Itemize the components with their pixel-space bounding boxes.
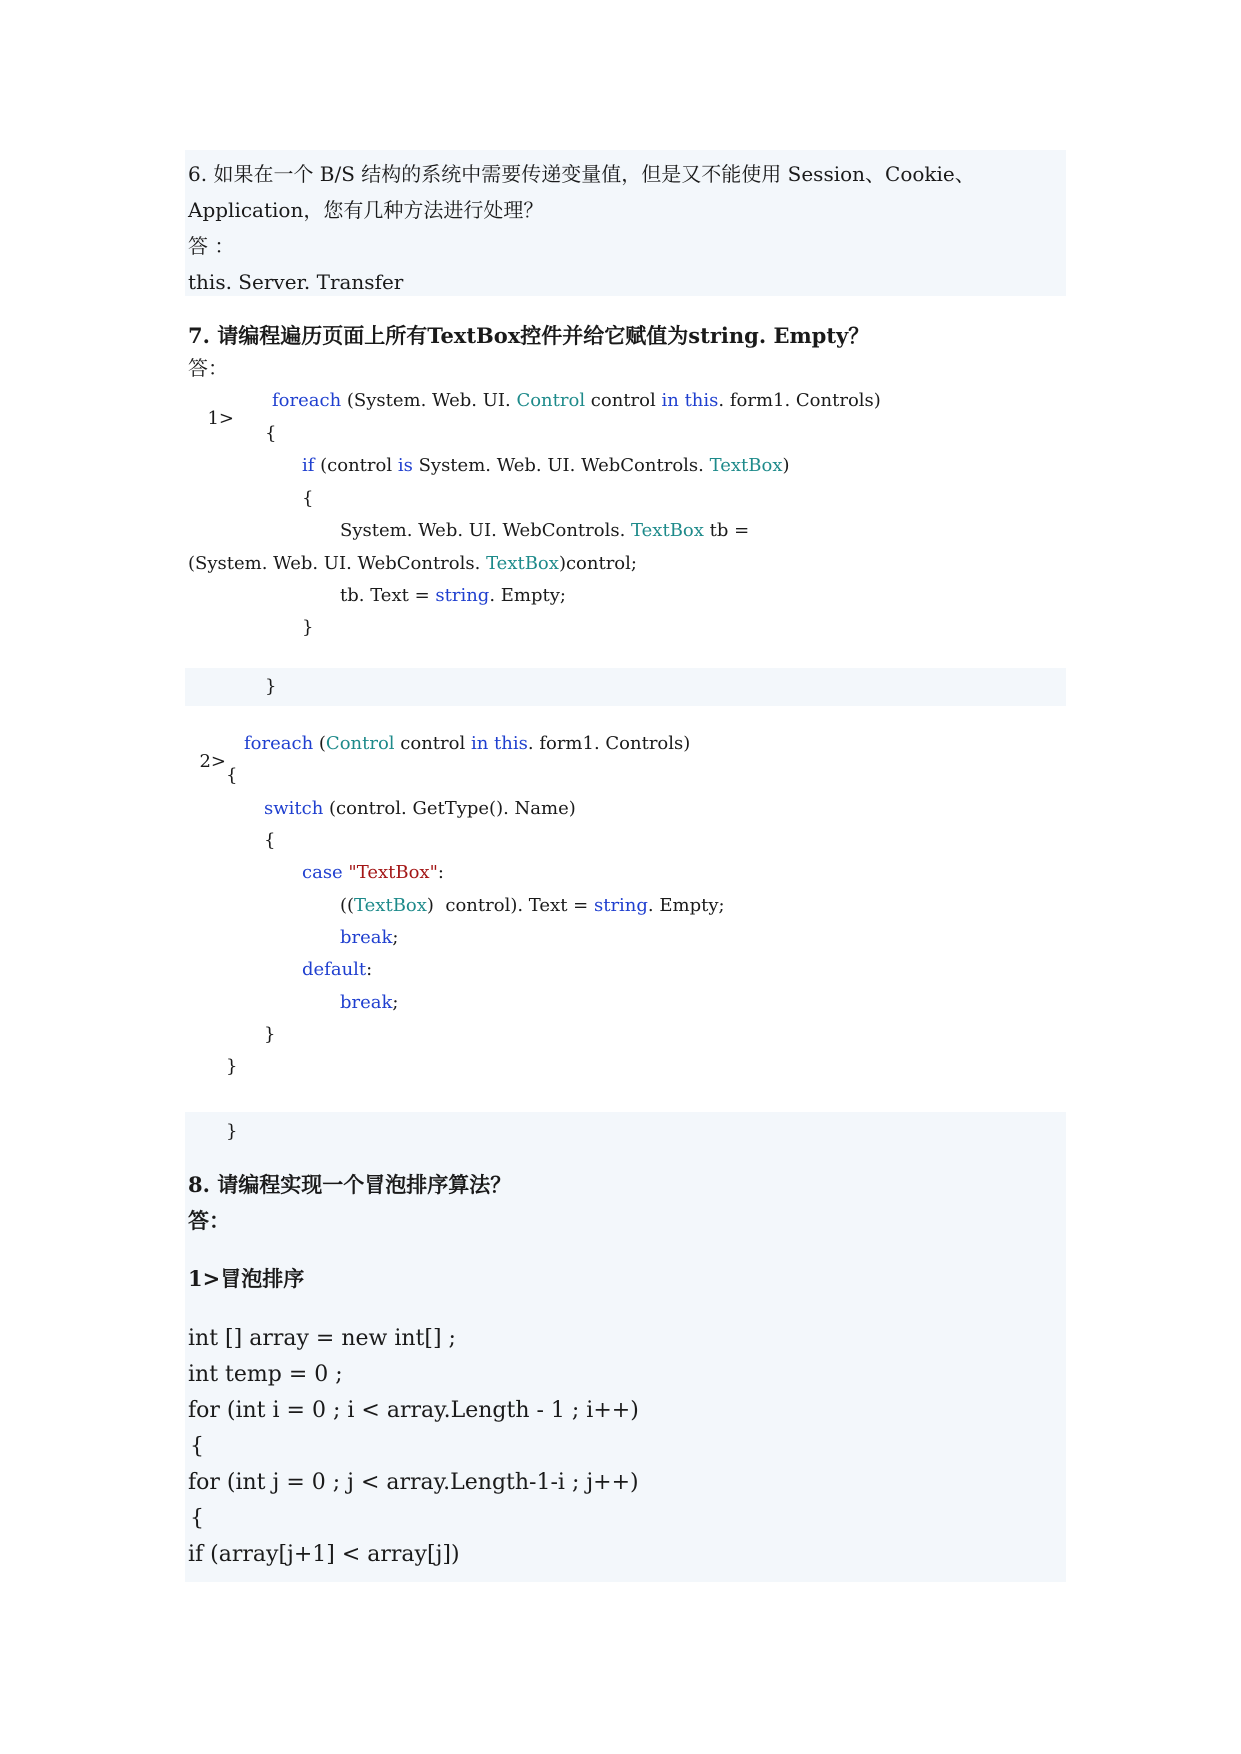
code-line: } [226, 1121, 238, 1142]
code-line [340, 897, 725, 915]
code-line: { [190, 1506, 204, 1531]
code-text: ) control). Text = [426, 895, 594, 916]
keyword: string [593, 895, 648, 916]
code-text: control [394, 733, 471, 754]
type-name: Control [516, 390, 586, 411]
code-text: (System. Web. UI. [341, 390, 517, 411]
keyword: foreach [272, 390, 342, 411]
code-line [302, 457, 790, 475]
q7-answer-label: 答： [188, 356, 228, 380]
code-line [302, 864, 444, 882]
code-text: System. Web. UI. WebControls. [340, 520, 632, 541]
keyword: if [302, 455, 315, 476]
keyword: break [340, 927, 393, 948]
code-text: System. Web. UI. WebControls. [412, 455, 710, 476]
code-line [272, 392, 881, 410]
keyword: foreach [244, 733, 314, 754]
code-line [340, 587, 566, 605]
q8-title: 8. 请编程实现一个冒泡排序算法？ [188, 1172, 512, 1197]
q8-answer-label: 答： [188, 1208, 230, 1233]
q7-title: 7. 请编程遍历页面上所有TextBox控件并给它赋值为string. Empty？ [188, 323, 870, 348]
keyword: default [302, 959, 367, 980]
type-name: TextBox [631, 520, 704, 541]
code-line: } [264, 1024, 276, 1045]
code-text: . Empty; [647, 895, 725, 916]
string-literal: "TextBox" [342, 862, 438, 883]
keyword: this [494, 733, 528, 754]
keyword: this [684, 390, 719, 411]
code-text: )control; [558, 553, 637, 574]
type-name: TextBox [709, 455, 783, 476]
code-text: ; [392, 992, 399, 1013]
code-text: : [366, 959, 373, 980]
code-line: } [265, 676, 277, 697]
code-line: { [302, 488, 314, 509]
keyword: in [470, 733, 489, 754]
code1-closing-background [185, 668, 1066, 706]
q6-question-line-1: 6. 如果在一个 B/S 结构的系统中需要传递变量值，但是又不能使用 Session、Cookie、 [188, 162, 975, 186]
code-line: if (array[j+1] < array[j]) [188, 1542, 460, 1567]
code-line [188, 735, 226, 771]
code-text: : [437, 862, 444, 883]
code-line [340, 522, 749, 540]
code-line [244, 735, 690, 753]
code-text: ; [392, 927, 399, 948]
code-text: ( [313, 733, 326, 754]
code-text: (control [314, 455, 398, 476]
code-line: { [226, 765, 238, 786]
solution-number: 2> [199, 751, 226, 772]
solution-number: 1> [207, 408, 234, 429]
code-text: (control. GetType(). Name) [323, 798, 576, 819]
q8-sub-title: 1>冒泡排序 [188, 1266, 305, 1291]
keyword: in [661, 390, 679, 411]
code-line: for (int i = 0 ; i < array.Length - 1 ; i++) [188, 1398, 639, 1423]
keyword: switch [264, 798, 324, 819]
keyword: string [435, 585, 490, 606]
code-line: for (int j = 0 ; j < array.Length-1-i ; j++) [188, 1470, 639, 1495]
code-text: ) [782, 455, 790, 476]
code-text: tb = [703, 520, 750, 541]
keyword: case [302, 862, 343, 883]
code-line: { [265, 423, 277, 444]
code-line [340, 994, 399, 1012]
code-line [340, 929, 399, 947]
keyword: is [397, 455, 413, 476]
q6-question-line-2: Application，您有几种方法进行处理？ [188, 198, 544, 222]
code-text: . form1. Controls) [527, 733, 691, 754]
code-text: (( [340, 895, 355, 916]
code-text: (System. Web. UI. WebControls. [188, 553, 487, 574]
code-line [188, 555, 637, 573]
code-text: tb. Text = [340, 585, 436, 606]
type-name: TextBox [354, 895, 427, 916]
code-line [264, 800, 576, 818]
code-line: int temp = 0 ; [188, 1362, 343, 1387]
code-line: { [264, 830, 276, 851]
code-line: } [226, 1056, 238, 1077]
code-line: } [302, 617, 314, 638]
type-name: TextBox [486, 553, 559, 574]
code-text: . form1. Controls) [718, 390, 881, 411]
type-name: Control [325, 733, 395, 754]
code-line [196, 392, 234, 428]
code-line: int [] array = new int[] ; [188, 1326, 456, 1351]
code-text: . Empty; [489, 585, 566, 606]
keyword: break [340, 992, 393, 1013]
code-text: control [585, 390, 662, 411]
code-line [302, 961, 372, 979]
q6-answer-label: 答 ： [188, 234, 235, 258]
code-line: { [190, 1434, 204, 1459]
q6-answer: this. Server. Transfer [188, 270, 404, 294]
